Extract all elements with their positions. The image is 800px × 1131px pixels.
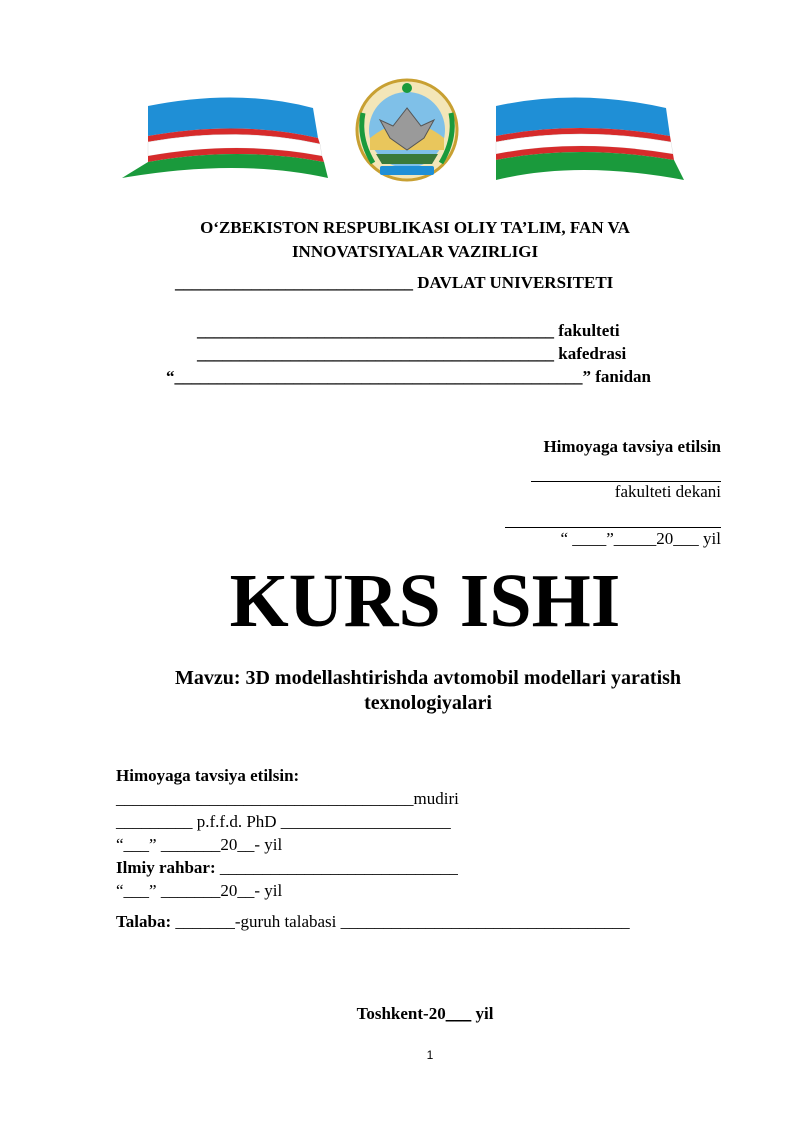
- page-number: 1: [426, 1048, 434, 1062]
- topic: [0, 666, 800, 716]
- head-line: ___________________________________mudiri: [116, 789, 459, 808]
- supervisor-blank: ____________________________: [215, 858, 458, 877]
- degree-line: _________ p.f.f.d. PhD ____________________: [116, 812, 451, 831]
- student-label: Talaba:: [116, 912, 172, 931]
- department-line: [197, 344, 626, 364]
- university-line: [175, 273, 613, 293]
- university-blank: ____________________________: [175, 273, 413, 292]
- supervisor-label: Ilmiy rahbar:: [116, 858, 216, 877]
- approval-date-right: “ ____”_____20___ yil: [560, 529, 721, 548]
- date-line-2: “___” _______20__- yil: [116, 881, 283, 900]
- date-line-1: “___” _______20__- yil: [116, 835, 283, 854]
- dean-signature-line: [531, 463, 721, 482]
- ministry-line-2: INNOVATSIYALAR VAZIRLIGI: [291, 242, 539, 261]
- city-year: [0, 1004, 800, 1024]
- dean-name-line: [505, 509, 721, 528]
- student-text: _______-guruh talabasi __________________________________: [171, 912, 630, 931]
- approval-title-right: Himoyaga tavsiya etilsin: [543, 437, 721, 456]
- city-suffix: yil: [471, 1004, 494, 1023]
- emblem-seal-icon: [357, 80, 457, 180]
- dean-label: fakulteti dekani: [614, 482, 721, 501]
- topic-line-1: Mavzu: 3D modellashtirishda avtomobil modellari yaratish: [174, 667, 682, 689]
- faculty-line: [197, 321, 620, 341]
- ministry-title: [0, 216, 800, 264]
- department-label: kafedrasi: [554, 344, 627, 363]
- department-blank: __________________________________________: [197, 344, 554, 363]
- city-blank: ___: [445, 1004, 472, 1023]
- ministry-line-1: O‘ZBEKISTON RESPUBLIKASI OLIY TA’LIM, FAN VA: [200, 218, 630, 237]
- left-flag-icon: [122, 97, 328, 178]
- faculty-blank: __________________________________________: [197, 321, 554, 340]
- subject-line: [166, 367, 651, 387]
- approval-title-left: Himoyaga tavsiya etilsin:: [116, 766, 300, 785]
- state-emblem-icon: [118, 78, 696, 183]
- supervisor-line: [116, 856, 458, 879]
- subject-open-quote: “: [166, 367, 175, 386]
- topic-line-2: texnologiyalari: [364, 692, 492, 714]
- subject-blank: ________________________________________________: [174, 367, 583, 386]
- right-flag-icon: [496, 97, 684, 180]
- faculty-label: fakulteti: [554, 321, 620, 340]
- document-title: KURS ISHI: [229, 559, 621, 643]
- university-label: DAVLAT UNIVERSITETI: [413, 273, 614, 292]
- subject-label: ” fanidan: [582, 367, 651, 386]
- student-line: [116, 910, 630, 933]
- city-label: Toshkent-20: [356, 1004, 446, 1023]
